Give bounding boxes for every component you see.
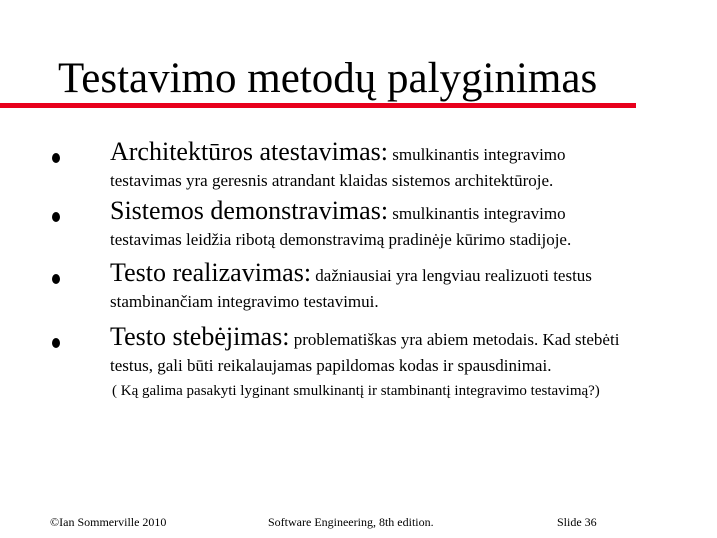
item-heading: Architektūros atestavimas: [110,137,388,166]
item-heading: Sistemos demonstravimas: [110,196,389,225]
item-continuation: testavimas yra geresnis atrandant klaidas sistemos architektūroje. [110,171,554,190]
title-underline [0,103,636,108]
footer-copyright: ©Ian Sommerville 2010 [50,515,167,529]
bullet-dot [52,338,60,348]
footer-slide-number: Slide 36 [557,515,597,529]
bullet-dot [52,274,60,284]
item-detail: problematiškas yra abiem metodais. Kad stebėti [293,330,620,349]
item-detail: dažniausiai yra lengviau realizuoti testus [315,266,592,285]
item-detail: smulkinantis integravimo [392,145,566,164]
slide-title: Testavimo metodų palyginimas [58,55,598,102]
item-continuation: testavimas leidžia ribotą demonstravimą pradinėje kūrimo stadijoje. [110,230,572,249]
item-heading: Testo realizavimas: [110,258,312,287]
item-continuation: stambinančiam integravimo testavimui. [110,292,379,311]
footer-book-title: Software Engineering, 8th edition. [268,515,434,529]
bullet-dot [52,212,60,222]
item-detail: smulkinantis integravimo [392,204,566,223]
item-heading: Testo stebėjimas: [110,322,290,351]
list-item [110,322,710,377]
question-note: ( Ką galima pasakyti lyginant smulkinantį ir stambinantį integravimo testavimą?) [112,383,600,399]
list-item [110,196,710,251]
list-item [110,137,710,192]
item-continuation: testus, gali būti reikalaujamas papildomas kodas ir spausdinimai. [110,356,552,375]
bullet-dot [52,153,60,163]
list-item [110,258,710,313]
